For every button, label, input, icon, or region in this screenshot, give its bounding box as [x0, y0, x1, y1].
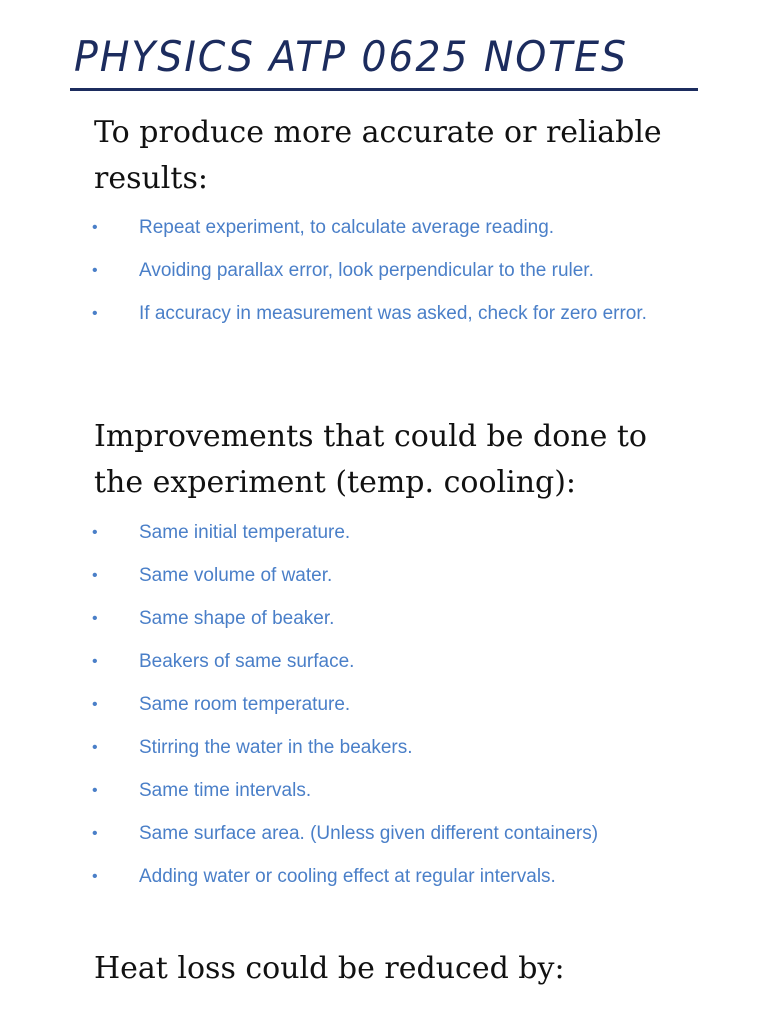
improvements-list — [92, 517, 672, 904]
bullet-icon: • — [92, 524, 98, 541]
bullet-icon: • — [92, 868, 98, 885]
list-item: • Same volume of water. — [92, 560, 672, 591]
bullet-icon: • — [92, 610, 98, 627]
bullet-icon: • — [92, 739, 98, 756]
bullet-icon: • — [92, 262, 98, 279]
list-item: • Same initial temperature. — [92, 517, 672, 548]
bullet-icon: • — [92, 219, 98, 236]
title-underline — [70, 88, 698, 91]
list-item: • Same shape of beaker. — [92, 603, 672, 634]
bullet-icon: • — [92, 653, 98, 670]
section-heading-heat-loss: Heat loss could be reduced by: — [94, 951, 565, 986]
document-title: PHYSICS ATP 0625 NOTES — [74, 32, 628, 81]
list-item: • Adding water or cooling effect at regular intervals. — [92, 861, 672, 892]
list-item: • If accuracy in measurement was asked, check for zero error. — [92, 298, 672, 329]
bullet-icon: • — [92, 782, 98, 799]
bullet-icon: • — [92, 825, 98, 842]
section-heading-improvements: Improvements that could be done to the experiment (temp. cooling): — [94, 419, 647, 500]
list-item: • Beakers of same surface. — [92, 646, 672, 677]
list-item: • Repeat experiment, to calculate average reading. — [92, 212, 672, 243]
accuracy-list — [92, 212, 672, 341]
list-item: • Same surface area. (Unless given different containers) — [92, 818, 672, 849]
section-heading-accuracy: To produce more accurate or reliable results: — [94, 115, 662, 196]
list-item: • Same room temperature. — [92, 689, 672, 720]
bullet-icon: • — [92, 305, 98, 322]
bullet-icon: • — [92, 696, 98, 713]
list-item: • Same time intervals. — [92, 775, 672, 806]
list-item: • Stirring the water in the beakers. — [92, 732, 672, 763]
bullet-icon: • — [92, 567, 98, 584]
list-item: • Avoiding parallax error, look perpendicular to the ruler. — [92, 255, 672, 286]
